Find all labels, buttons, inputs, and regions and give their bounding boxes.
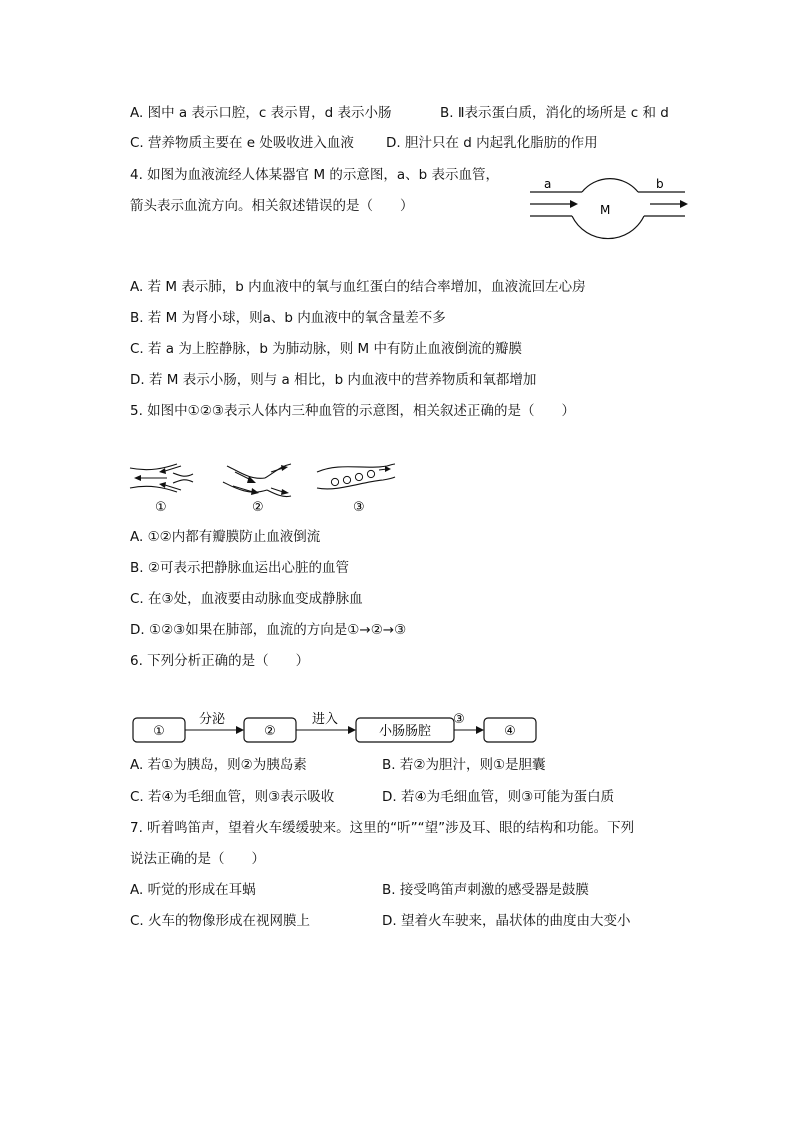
label-a: a [544,177,552,191]
flow-box-2-label: ② [264,724,276,739]
organ-m-bottom-arc [572,216,644,239]
q6-option-b: B. 若②为胆汁，则①是胆囊 [382,757,546,773]
vessel-3 [317,464,395,489]
flow-arrow-2-head [348,726,356,734]
q4-stem-line2: 箭头表示血流方向。相关叙述错误的是（ ） [130,198,414,214]
q7-stem-line1: 7. 听着鸣笛声，望着火车缓缓驶来。这里的“听”“望”涉及耳、眼的结构和功能。下列 [130,820,635,836]
label-b: b [656,177,664,191]
q4-option-c: C. 若 a 为上腔静脉，b 为肺动脉，则 M 中有防止血液倒流的瓣膜 [130,341,522,357]
flow-arrow-out-head [680,200,688,208]
q6-stem: 6. 下列分析正确的是（ ） [130,653,310,669]
vessel-1 [130,464,193,492]
q4-option-b: B. 若 M 为肾小球，则a、b 内血液中的氧含量差不多 [130,310,446,326]
q7-stem-line2: 说法正确的是（ ） [130,851,265,867]
q5-stem: 5. 如图中①②③表示人体内三种血管的示意图，相关叙述正确的是（ ） [130,403,575,419]
flow-box-1-label: ① [153,724,165,739]
q6-option-d: D. 若④为毛细血管，则③可能为蛋白质 [382,789,615,805]
q7-option-c: C. 火车的物像形成在视网膜上 [130,913,311,929]
q5-vessels-figure [125,458,405,516]
vessel-2 [223,464,291,497]
q6-option-c: C. 若④为毛细血管，则③表示吸收 [130,789,335,805]
q3-option-b: B. Ⅱ表示蛋白质，消化的场所是 c 和 d [440,105,669,121]
label-3: ③ [353,500,365,515]
q5-option-d: D. ①②③如果在肺部，血流的方向是①→②→③ [130,622,407,638]
q6-option-a: A. 若①为胰岛，则②为胰岛素 [130,757,307,773]
flow-arrow-2-label: 进入 [311,712,339,727]
q3-option-d: D. 胆汁只在 d 内起乳化脂肪的作用 [386,135,598,151]
q5-option-a: A. ①②内都有瓣膜防止血液倒流 [130,529,321,545]
flow-arrow-in-head [570,200,578,208]
flow-box-3-label: 小肠肠腔 [378,724,432,739]
q4-option-a: A. 若 M 表示肺，b 内血液中的氧与血红蛋白的结合率增加，血液流回左心房 [130,279,586,295]
q4-stem-line1: 4. 如图为血液流经人体某器官 M 的示意图，a、b 表示血管， [130,167,500,183]
label-1: ① [155,500,167,515]
organ-m-top-arc [582,179,638,192]
q4-organ-figure [520,164,695,250]
q4-option-d: D. 若 M 表示小肠，则与 a 相比，b 内血液中的营养物质和氧都增加 [130,372,537,388]
q7-option-d: D. 望着火车驶来，晶状体的曲度由大变小 [382,913,631,929]
q7-option-a: A. 听觉的形成在耳蜗 [130,882,256,898]
flow-arrow-1-label: 分泌 [198,712,226,727]
flow-arrow-3-label: ③ [453,712,465,727]
q7-option-b: B. 接受鸣笛声刺激的感受器是鼓膜 [382,882,589,898]
q3-option-c: C. 营养物质主要在 e 处吸收进入血液 [130,135,354,151]
q5-option-b: B. ②可表示把静脉血运出心脏的血管 [130,560,349,576]
q5-option-c: C. 在③处，血液要由动脉血变成静脉血 [130,591,363,607]
q6-flow-figure [128,706,543,746]
flow-arrow-3-head [476,726,484,734]
label-2: ② [252,500,264,515]
flow-box-4-label: ④ [504,724,516,739]
q3-option-a: A. 图中 a 表示口腔，c 表示胃，d 表示小肠 [130,105,392,121]
flow-arrow-1-head [236,726,244,734]
label-m: M [600,203,611,217]
